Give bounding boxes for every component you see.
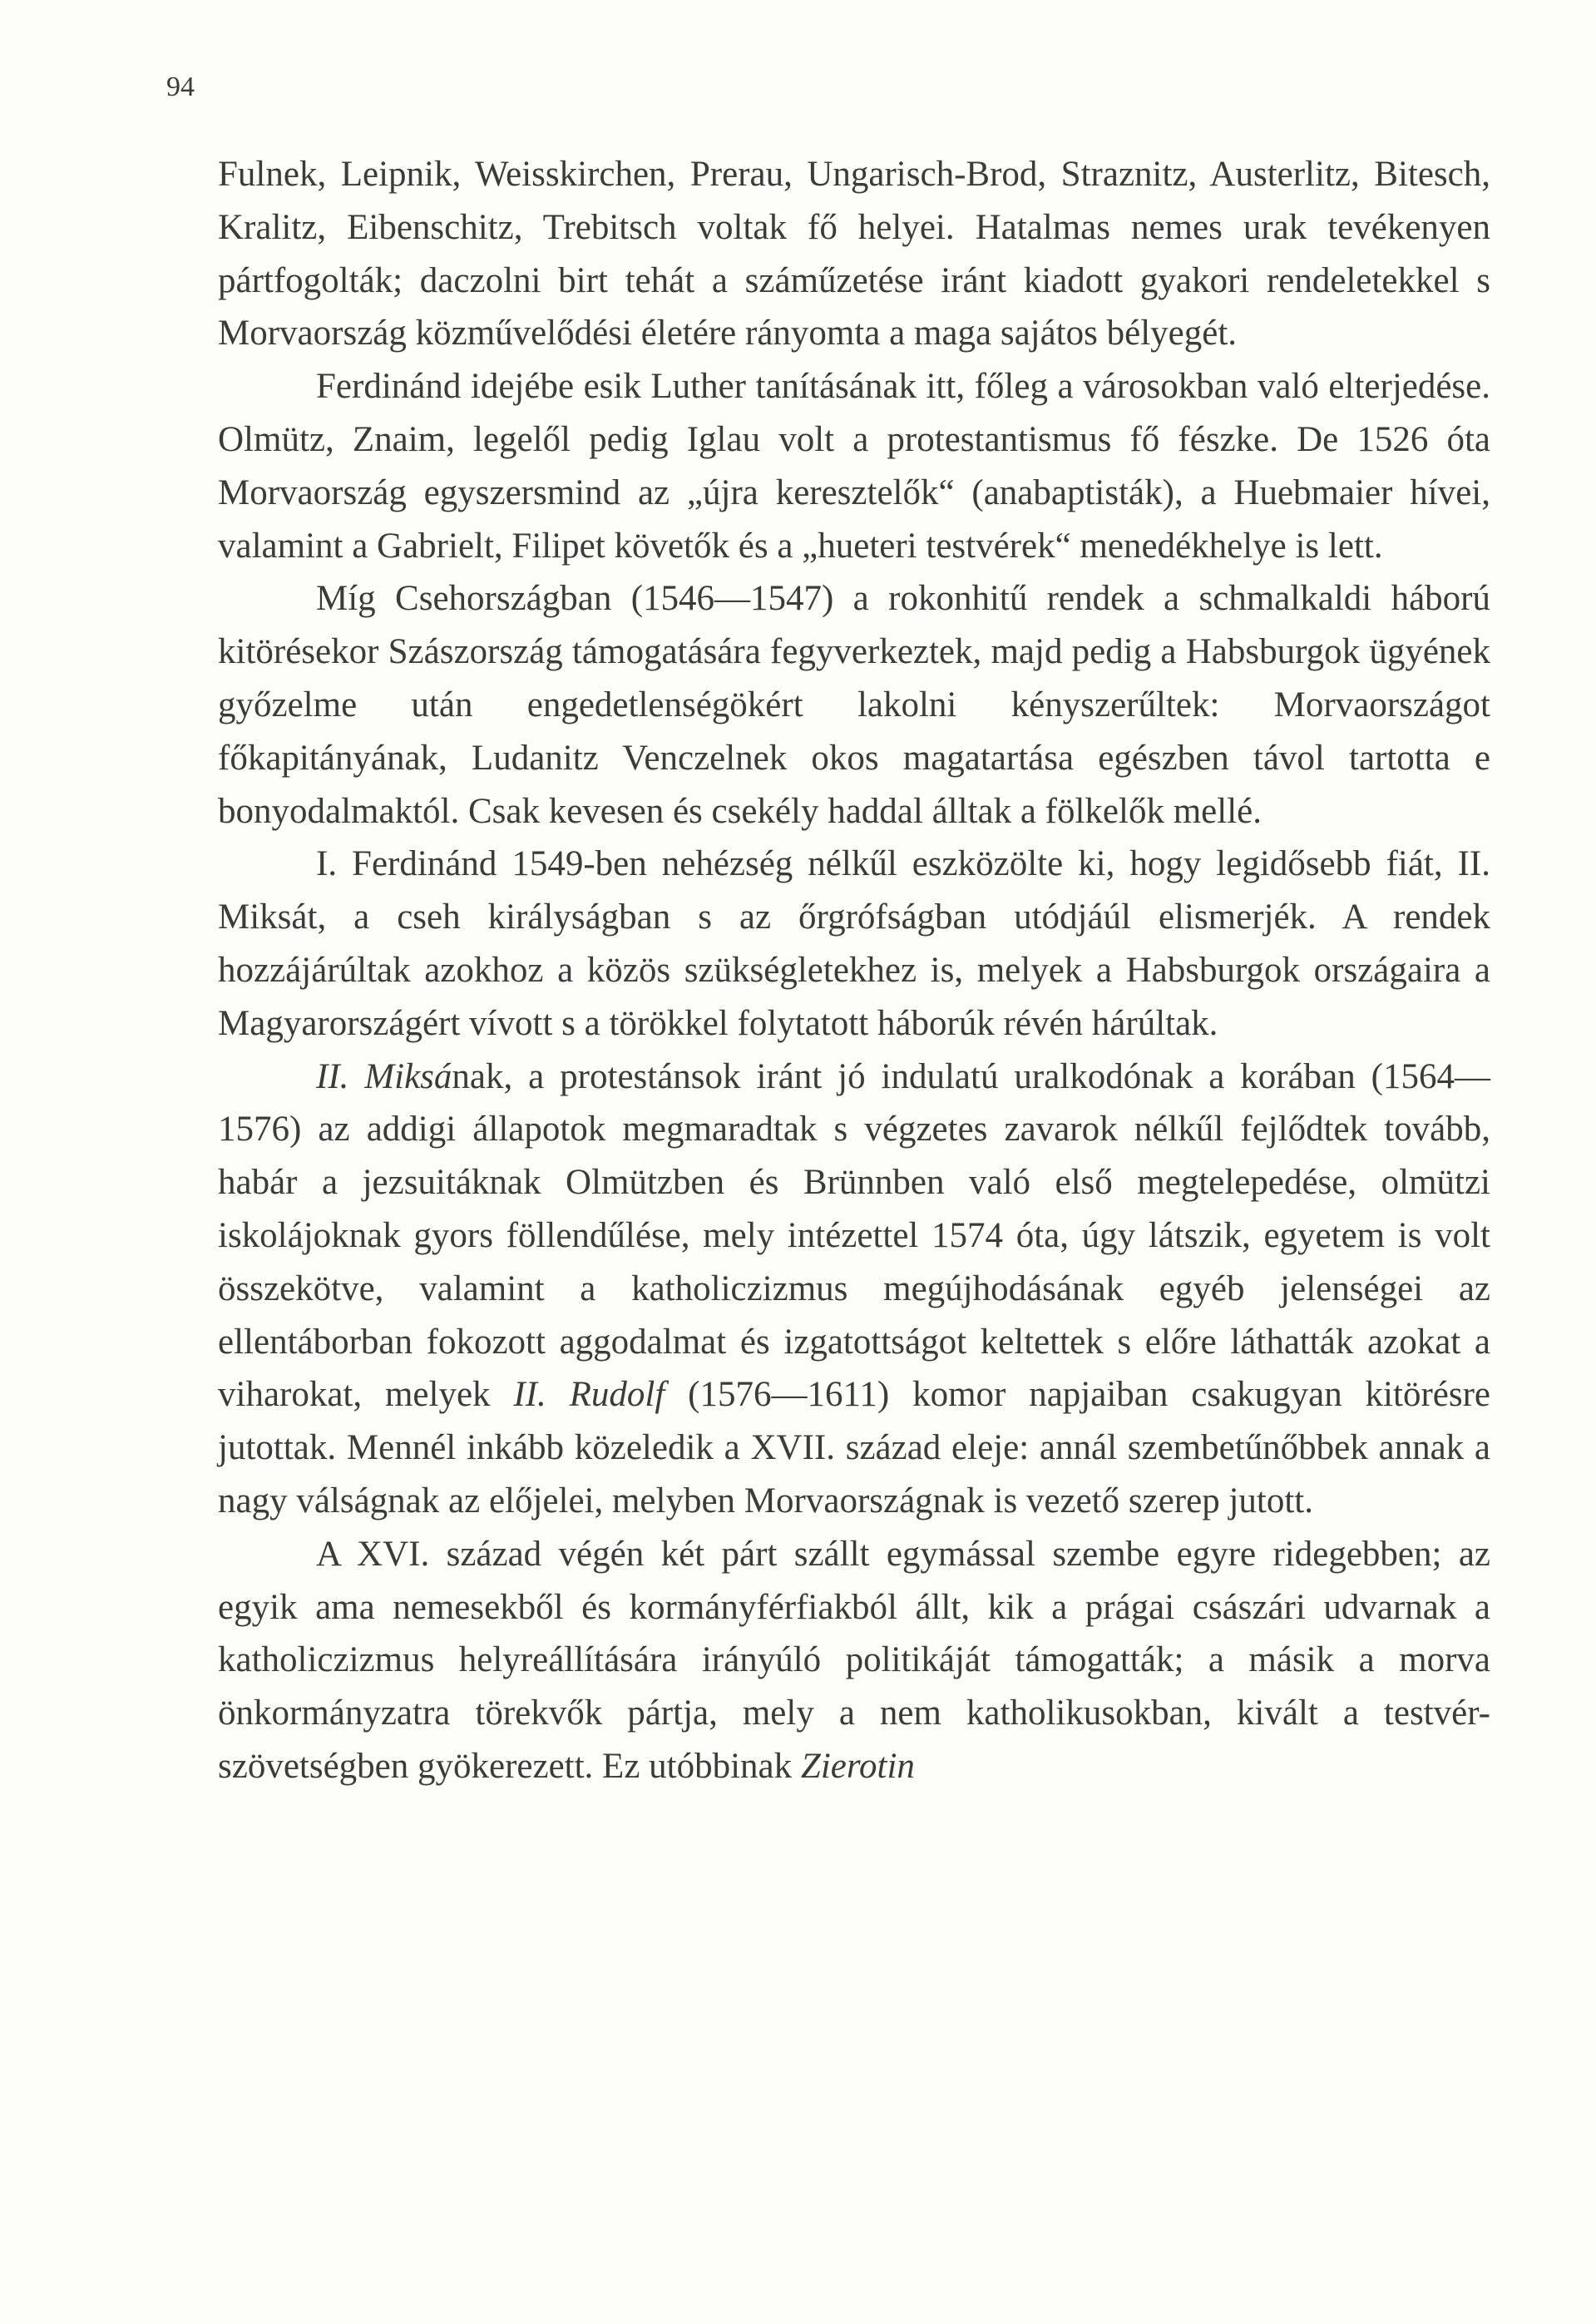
paragraph-4 bbox=[218, 838, 1490, 1050]
text-segment: Ferdinánd idejébe esik Luther tanításának itt, főleg a városokban való elterjedése. Olmütz, Znaim, legelől pedig Iglau volt a protestantismus fő fészke. De 1526 óta Morvaország egyszersmind az „újra keresztelők“ (anabaptisták), a Huebmaier hívei, valamint a Gabrielt, Filipet követők és a „hueteri testvérek“ menedékhelye is lett. bbox=[218, 367, 1490, 566]
paragraph-3 bbox=[218, 572, 1490, 838]
text-segment: Fulnek, Leipnik, Weisskirchen, Prerau, Ungarisch-Brod, Straznitz, Austerlitz, Bitesch, Kralitz, Eibenschitz, Trebitsch voltak fő helyei. Hatalmas nemes urak tevékenyen pártfogolták; daczolni birt tehát a száműzetése iránt kiadott gyakori rendeletekkel s Morvaország közművelődési életére rányomta a maga sajátos bélyegét. bbox=[218, 155, 1490, 354]
paragraph-6 bbox=[218, 1528, 1490, 1793]
paragraph-5 bbox=[218, 1051, 1490, 1528]
paragraph-2 bbox=[218, 360, 1490, 572]
page-number: 94 bbox=[166, 72, 195, 102]
text-segment: (1576—1611) komor napjaiban csakugyan kitörésre jutottak. Mennél inkább közeledik a XVII. század eleje: annál szembetűnőbbek annak a nagy válságnak az előjelei, melyben Morvaországnak is vezető szerep jutott. bbox=[218, 1375, 1490, 1520]
italic-name-miksa: II. Miksá bbox=[316, 1056, 452, 1096]
text-segment: nak, a protestánsok iránt jó indulatú uralkodónak a korában (1564—1576) az addigi állapotok megmaradtak s végzetes zavarok nélkűl fejlődtek tovább, habár a jezsuitáknak Olmützben és Brünnben való első megtelepedése, olmützi iskolájoknak gyors föllendűlése, mely intézettel 1574 óta, úgy látszik, egyetem is volt összekötve, valamint a katholiczizmus megújhodásának egyéb jelenségei az ellentáborban fokozott aggodalmat és izgatottságot keltettek s előre láthatták azokat a viharokat, melyek bbox=[218, 1056, 1490, 1415]
italic-name-rudolf: II. Rudolf bbox=[513, 1375, 665, 1415]
text-segment: A XVI. század végén két párt szállt egymással szembe egyre ridegebben; az egyik ama nemesekből és kormányférfiakból állt, kik a prágai császári udvarnak a katholiczizmus helyreállítására irányúló politikáját támogatták; a másik a morva önkormányzatra törekvők pártja, mely a nem katholikusokban, kivált a testvér-szövetségben gyökerezett. Ez utóbbinak bbox=[218, 1534, 1490, 1786]
text-segment: Míg Csehországban (1546—1547) a rokonhitű rendek a schmalkaldi háború kitörésekor Szászország támogatására fegyverkeztek, majd pedig a Habsburgok ügyének győzelme után engedetlenségökért lakolni kényszerűltek: Morvaországot főkapitányának, Ludanitz Venczelnek okos magatartása egészben távol tartotta e bonyodalmaktól. Csak kevesen és csekély haddal álltak a fölkelők mellé. bbox=[218, 579, 1490, 831]
text-segment: I. Ferdinánd 1549-ben nehézség nélkűl eszközölte ki, hogy legidősebb fiát, II. Miksát, a cseh királyságban s az őrgrófságban utódjáúl elismerjék. A rendek hozzájárúltak azokhoz a közös szükségletekhez is, melyek a Habsburgok országaira a Magyarországért vívott s a törökkel folytatott háborúk révén hárúltak. bbox=[218, 844, 1490, 1043]
italic-name-zierotin: Zierotin bbox=[800, 1746, 915, 1786]
paragraph-1 bbox=[218, 148, 1490, 360]
body-text bbox=[218, 148, 1490, 1793]
